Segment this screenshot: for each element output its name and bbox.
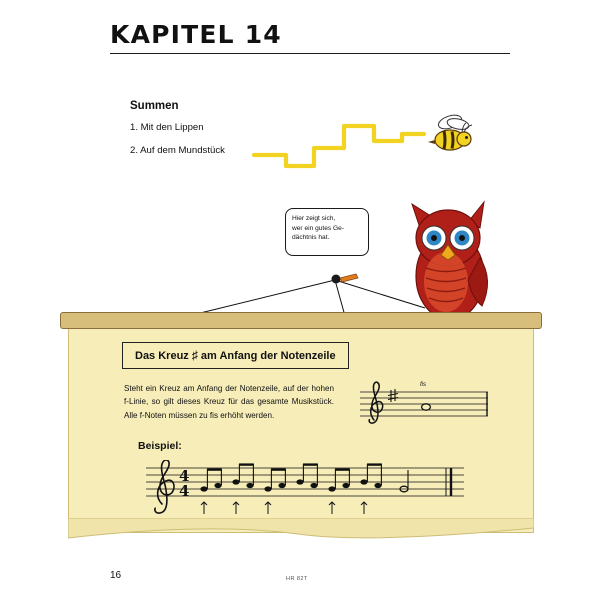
time-signature-bottom: 4 [179, 482, 190, 500]
example-label: Beispiel: [138, 440, 182, 452]
speech-line-1: Hier zeigt sich, [292, 215, 336, 222]
bee-icon [424, 112, 476, 163]
list-item: 2. Auf dem Mundstück [130, 144, 225, 156]
summen-list [130, 123, 225, 155]
example-staff-figure [146, 460, 466, 523]
small-staff-figure [360, 376, 490, 433]
document-code: HR 82T [286, 576, 308, 582]
treble-clef-icon [369, 382, 382, 423]
parchment-scroll [60, 312, 542, 547]
page-number: 16 [110, 570, 122, 581]
speech-line-3: dächtnis hat. [292, 234, 330, 242]
speech-bubble [285, 208, 369, 256]
section-paragraph: Steht ein Kreuz am Anfang der Notenzeile, auf der hohen f-Linie, so gilt dieses Kreuz für das gesamte Musikstück. Alle f-Noten müssen zu fis erhöht werden. [124, 384, 334, 420]
section-title-pre: Das Kreuz [135, 350, 192, 362]
sharp-sign-icon [388, 389, 398, 402]
staff-note-label: fis [420, 382, 426, 388]
list-item: 1. Mit den Lippen [130, 122, 204, 133]
section-title-post: am Anfang der Notenzeile [197, 350, 336, 362]
summen-section [130, 100, 225, 168]
speech-bubble-text [285, 208, 369, 243]
chapter-header [110, 22, 510, 54]
section-title-box [122, 342, 349, 369]
speech-line-2: wer ein gutes Ge- [292, 224, 345, 232]
arrow-markers [201, 502, 367, 514]
title-divider [110, 53, 510, 54]
section-title [135, 348, 336, 362]
sharp-sign-icon: ♯ [191, 348, 198, 362]
time-signature-top: 4 [179, 467, 190, 485]
summen-heading: Summen [130, 100, 179, 112]
scroll-top-bar [60, 312, 542, 329]
wavy-line-graphic [252, 108, 432, 175]
page-title: KAPITEL 14 [110, 20, 282, 49]
